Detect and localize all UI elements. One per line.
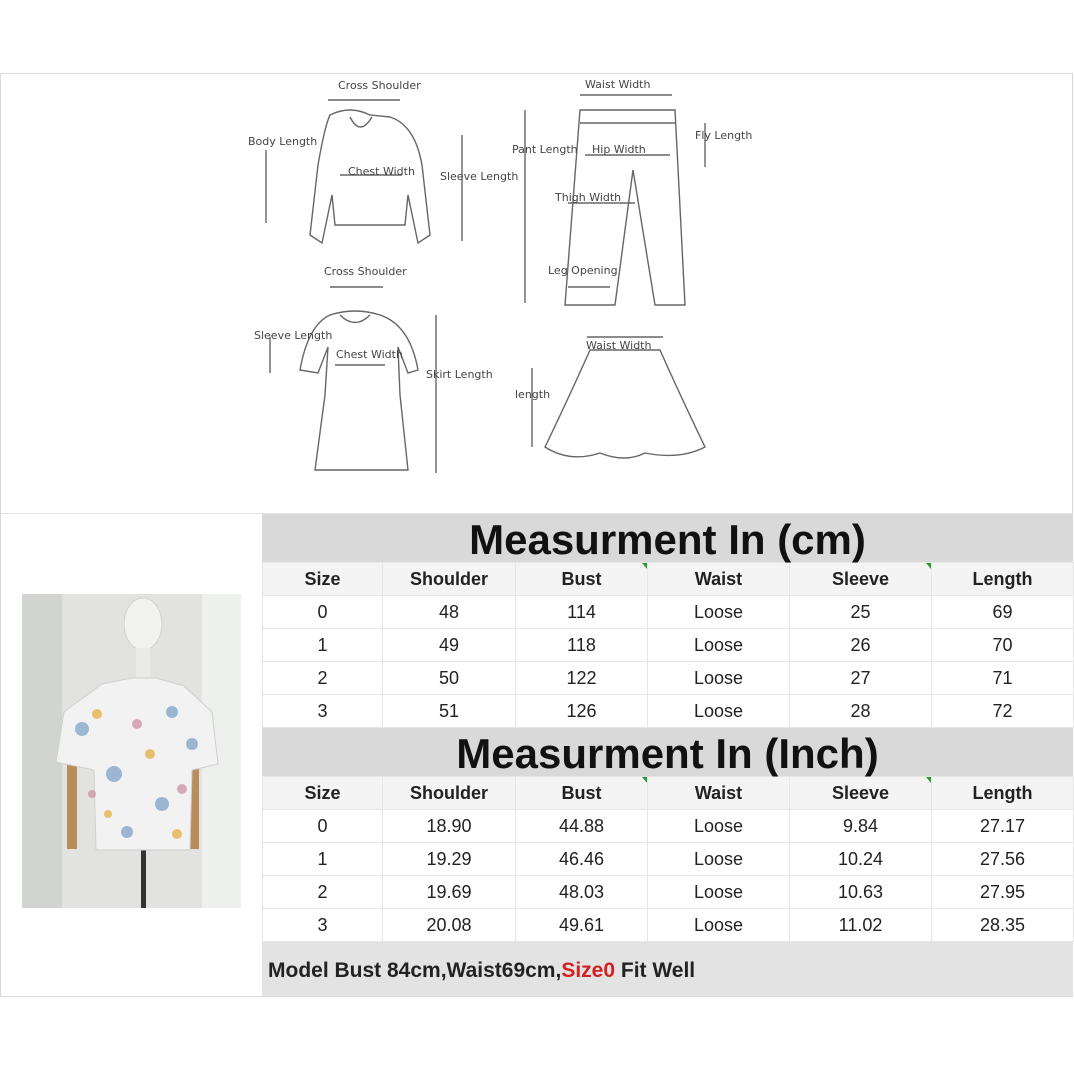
table-cell: Loose [648,810,790,843]
inch-header-sleeve: Sleeve [790,777,932,810]
table-cell: Loose [648,695,790,728]
table-row [263,695,1074,728]
table-cell: 1 [263,843,383,876]
table-row [263,629,1074,662]
table-cell: 3 [263,909,383,942]
table-cell: 2 [263,662,383,695]
table-row [263,909,1074,942]
table-cell: 27 [790,662,932,695]
table-cell: 18.90 [383,810,516,843]
table-cell: 46.46 [516,843,648,876]
inch-header-shoulder: Shoulder [383,777,516,810]
body-length-label: Body Length [248,135,318,148]
table-cell: 48 [383,596,516,629]
inch-header-row [263,777,1074,810]
inch-header-length: Length [932,777,1074,810]
inch-table [262,776,1074,942]
cm-header-row [263,563,1074,596]
table-cell: 10.24 [790,843,932,876]
inch-table-title: Measurment In (Inch) [262,728,1073,776]
table-cell: 118 [516,629,648,662]
inch-header-size: Size [263,777,383,810]
table-cell: 9.84 [790,810,932,843]
pant-length-label: Pant Length [512,143,578,156]
table-cell: 27.95 [932,876,1074,909]
table-cell: 26 [790,629,932,662]
model-fit-suffix: Fit Well [615,959,696,982]
table-row [263,596,1074,629]
table-cell: 27.56 [932,843,1074,876]
table-cell: 0 [263,596,383,629]
table-cell: 3 [263,695,383,728]
table-cell: 25 [790,596,932,629]
table-row [263,810,1074,843]
cm-header-bust: Bust [516,563,648,596]
model-fit-prefix: Model Bust 84cm,Waist69cm, [268,959,562,982]
cm-table-title: Measurment In (cm) [262,514,1073,562]
table-cell: 1 [263,629,383,662]
table-cell: Loose [648,843,790,876]
length-label-skirt: length [515,388,551,401]
table-cell: 71 [932,662,1074,695]
table-cell: 70 [932,629,1074,662]
skirt-length-label: Skirt Length [426,368,493,381]
table-row [263,843,1074,876]
table-cell: 44.88 [516,810,648,843]
table-cell: 19.29 [383,843,516,876]
table-cell: 49.61 [516,909,648,942]
chest-width-label-dress: Chest Width [336,348,403,361]
table-cell: 0 [263,810,383,843]
cm-header-sleeve: Sleeve [790,563,932,596]
cm-header-shoulder: Shoulder [383,563,516,596]
table-cell: 51 [383,695,516,728]
inch-header-bust: Bust [516,777,648,810]
table-cell: Loose [648,876,790,909]
table-cell: 2 [263,876,383,909]
inch-header-waist: Waist [648,777,790,810]
thigh-width-label: Thigh Width [555,191,622,204]
waist-width-label-pants: Waist Width [585,78,651,91]
chest-width-label-top: Chest Width [348,165,415,178]
table-cell: 48.03 [516,876,648,909]
table-cell: Loose [648,662,790,695]
table-cell: 11.02 [790,909,932,942]
table-cell: 126 [516,695,648,728]
model-fit-note [262,942,1073,996]
table-cell: 50 [383,662,516,695]
table-cell: 69 [932,596,1074,629]
mannequin-shirt-image [22,594,241,908]
table-row [263,876,1074,909]
cross-shoulder-label-dress: Cross Shoulder [324,265,407,278]
table-cell: Loose [648,909,790,942]
table-cell: 28 [790,695,932,728]
table-cell: 122 [516,662,648,695]
cm-header-waist: Waist [648,563,790,596]
garment-sketches [240,75,760,480]
table-cell: Loose [648,629,790,662]
sleeve-length-label-top: Sleeve Length [440,170,519,183]
table-cell: 49 [383,629,516,662]
product-photo [22,594,241,908]
table-cell: 19.69 [383,876,516,909]
leg-opening-label: Leg Opening [548,264,618,277]
fly-length-label: Fly Length [695,129,753,142]
table-cell: 20.08 [383,909,516,942]
measurement-diagram [240,75,760,480]
cm-header-length: Length [932,563,1074,596]
sleeve-length-label-dress: Sleeve Length [254,329,333,342]
model-fit-size: Size0 [561,959,616,982]
table-cell: 28.35 [932,909,1074,942]
hip-width-label: Hip Width [592,143,646,156]
table-cell: Loose [648,596,790,629]
table-row [263,662,1074,695]
table-cell: 10.63 [790,876,932,909]
waist-width-label-skirt: Waist Width [586,339,652,352]
size-chart [262,514,1073,996]
table-cell: 114 [516,596,648,629]
cm-header-size: Size [263,563,383,596]
table-cell: 27.17 [932,810,1074,843]
cm-table [262,562,1074,728]
cross-shoulder-label-top: Cross Shoulder [338,79,421,92]
table-cell: 72 [932,695,1074,728]
